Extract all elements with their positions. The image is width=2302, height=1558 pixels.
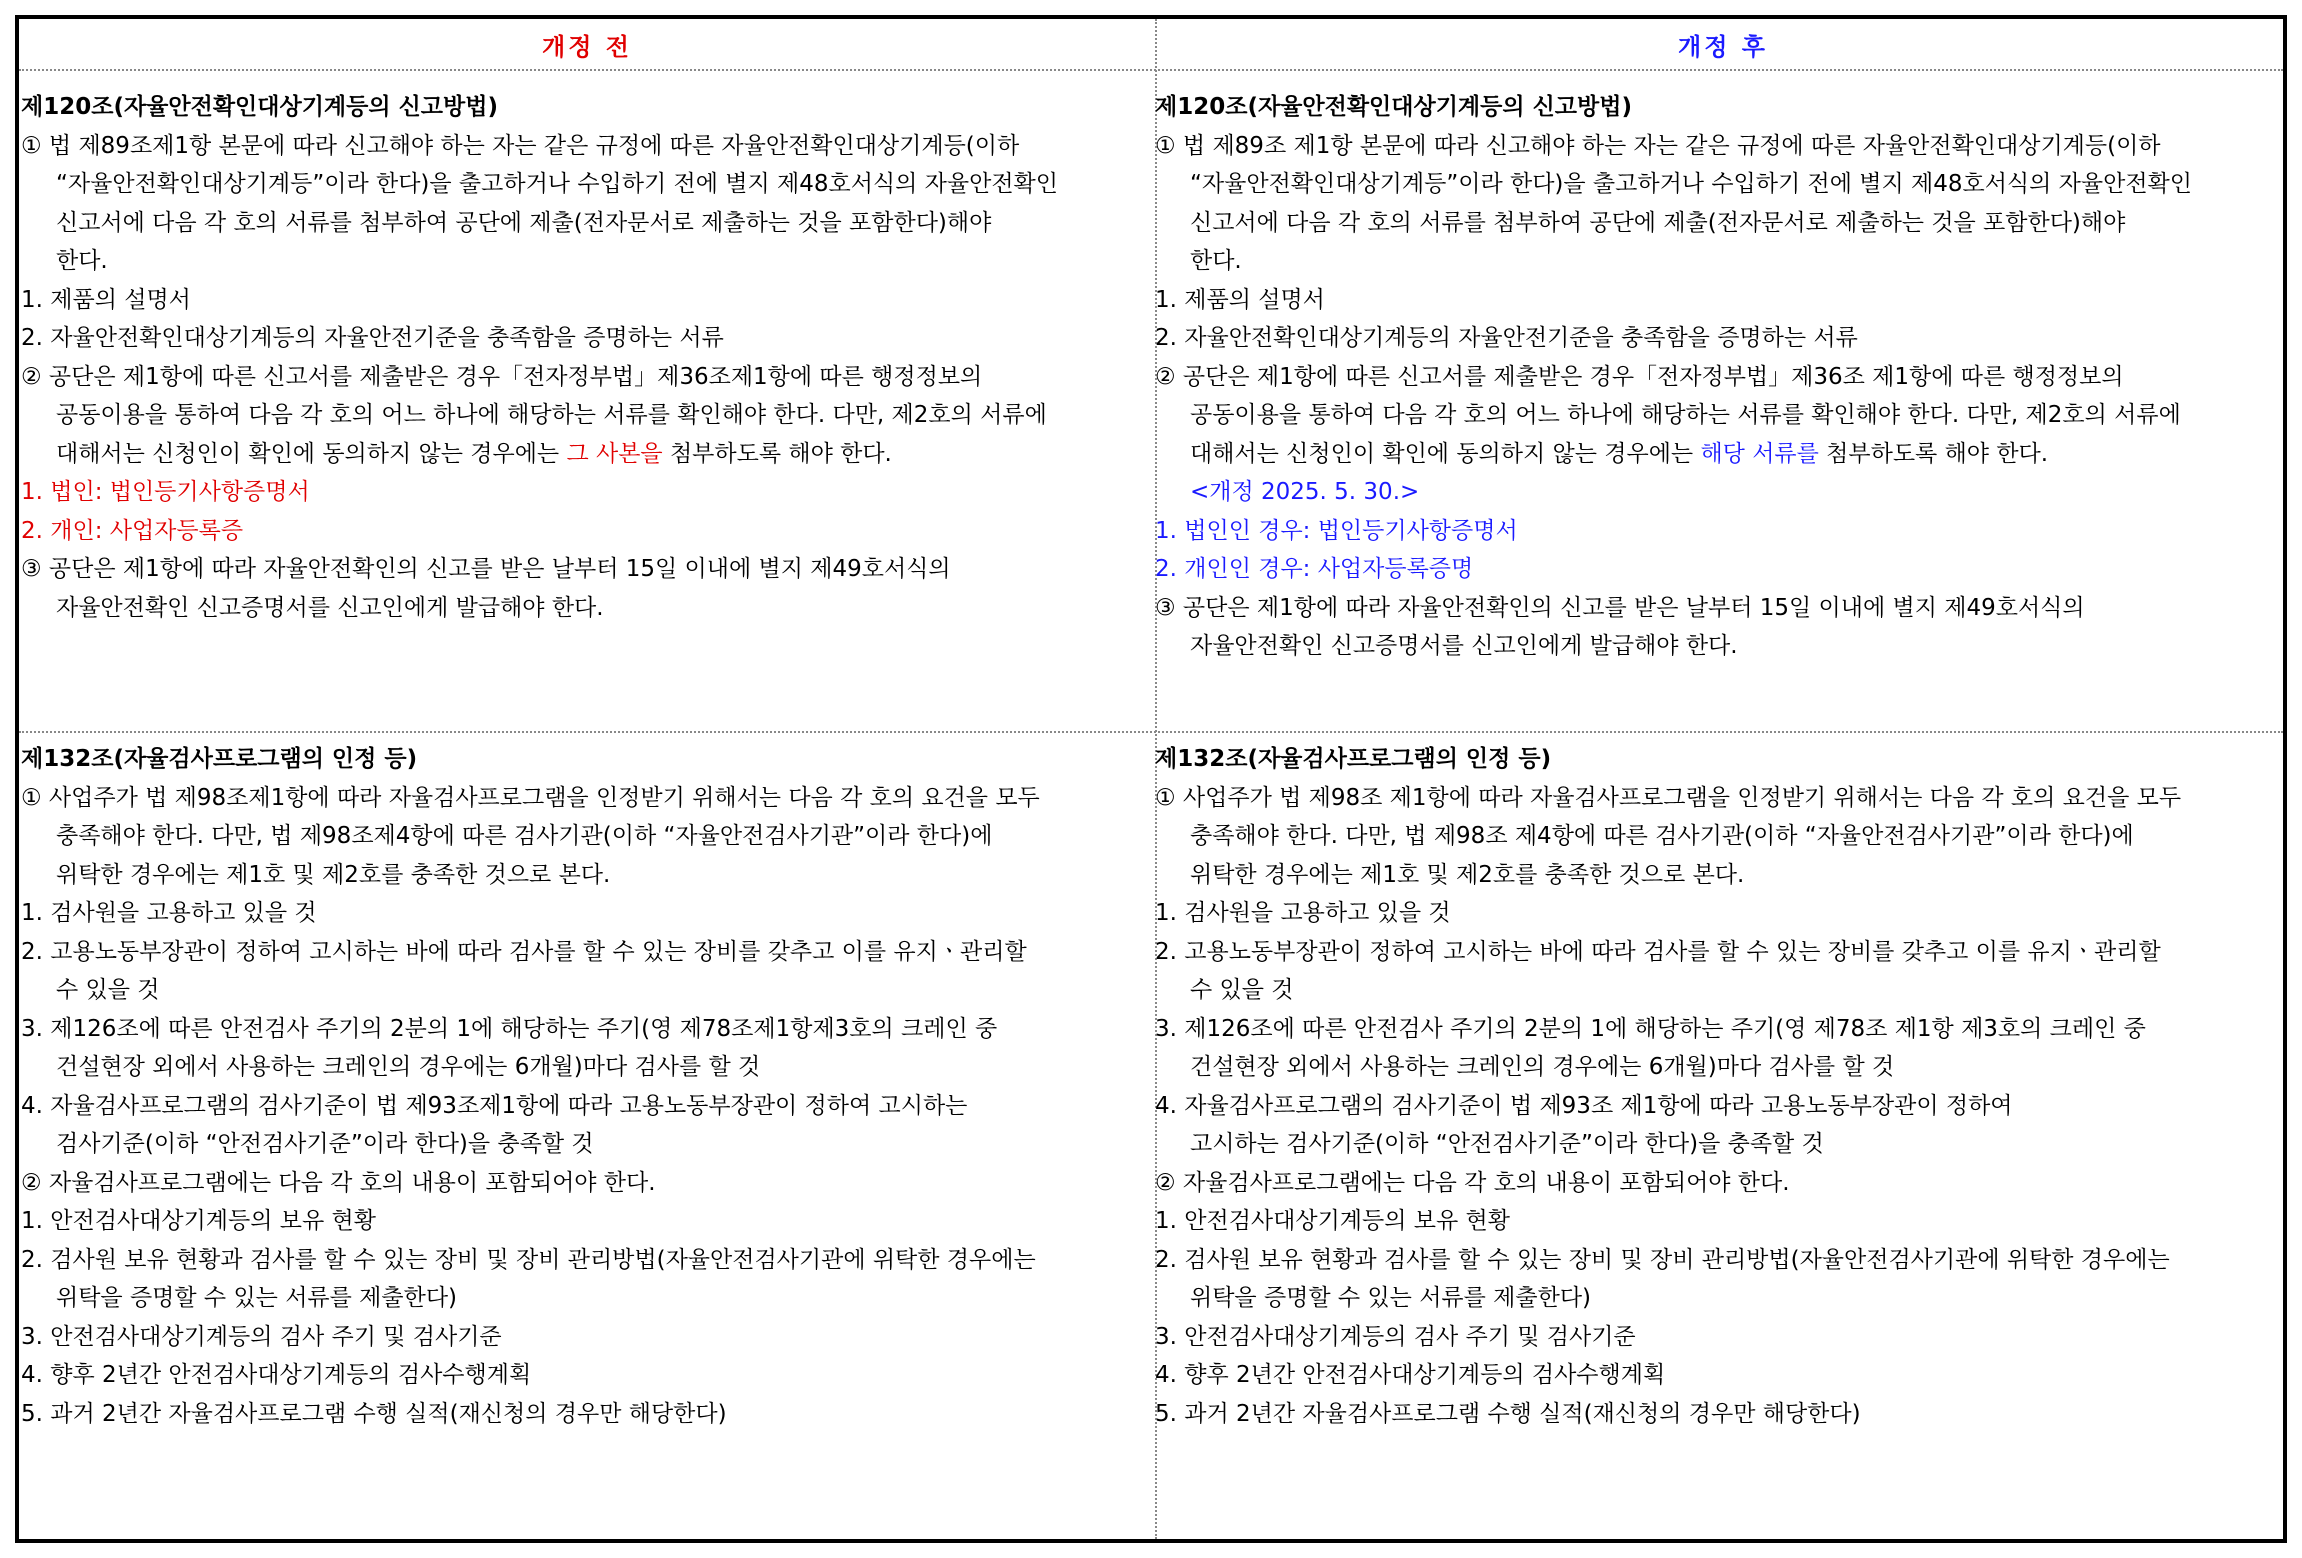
article-body <box>1155 127 2265 666</box>
text-line <box>1155 1048 2265 1087</box>
text-span: 첨부하도록 해야 한다. <box>1818 440 2049 467</box>
text-line <box>1155 319 2265 358</box>
text-line <box>1155 856 2265 895</box>
text-line <box>1155 127 2265 166</box>
text-line <box>1155 204 2265 243</box>
text-span: 2. 자율안전확인대상기계등의 자율안전기준을 충족함을 증명하는 서류 <box>1155 325 1858 351</box>
text-line <box>1155 1279 2265 1318</box>
text-span: 1. 검사원을 고용하고 있을 것 <box>21 900 317 926</box>
text-line <box>1155 1087 2265 1126</box>
text-line <box>1155 1164 2265 1203</box>
text-line <box>1155 933 2265 972</box>
text-span: 4. 자율검사프로그램의 검사기준이 법 제93조제1항에 따라 고용노동부장관이 정하여 고시하는 <box>21 1092 968 1119</box>
text-span: 1. 안전검사대상기계등의 보유 현황 <box>1155 1208 1510 1234</box>
text-span: 자율안전확인 신고증명서를 신고인에게 발급해야 한다. <box>56 594 604 621</box>
text-line <box>21 396 1131 435</box>
text-span: 자율안전확인 신고증명서를 신고인에게 발급해야 한다. <box>1190 633 1738 659</box>
text-span: 한다. <box>56 248 108 274</box>
text-span: 3. 제126조에 따른 안전검사 주기의 2분의 1에 해당하는 주기(영 제78조 제1항 제3호의 크레인 중 <box>1155 1015 2146 1042</box>
text-line <box>21 1087 1131 1126</box>
text-line <box>21 165 1131 204</box>
cell-article-120-before <box>21 88 1131 627</box>
text-span: 건설현장 외에서 사용하는 크레인의 경우에는 6개월)마다 검사를 할 것 <box>1190 1054 1895 1080</box>
text-line <box>1155 1356 2265 1395</box>
text-line <box>21 281 1131 320</box>
text-line <box>21 1125 1131 1164</box>
amended-text: 2. 개인인 경우: 사업자등록증명 <box>1155 556 1474 582</box>
row-divider <box>19 731 2283 733</box>
article-body <box>21 127 1131 628</box>
text-span: ① 사업주가 법 제98조제1항에 따라 자율검사프로그램을 인정받기 위해서는 다음 각 호의 요건을 모두 <box>21 784 1040 811</box>
text-span: ① 사업주가 법 제98조 제1항에 따라 자율검사프로그램을 인정받기 위해서는 다음 각 호의 요건을 모두 <box>1155 784 2182 811</box>
text-span: 3. 안전검사대상기계등의 검사 주기 및 검사기준 <box>1155 1323 1636 1350</box>
text-span: 4. 향후 2년간 안전검사대상기계등의 검사수행계획 <box>21 1362 532 1388</box>
text-line <box>1155 894 2265 933</box>
text-span: ① 법 제89조제1항 본문에 따라 신고해야 하는 자는 같은 규정에 따른 자율안전확인대상기계등(이하 <box>21 132 1020 159</box>
text-span: 위탁한 경우에는 제1호 및 제2호를 충족한 것으로 본다. <box>56 861 611 888</box>
text-line <box>21 550 1131 589</box>
text-line <box>21 319 1131 358</box>
text-line <box>21 1279 1131 1318</box>
article-title: 제132조(자율검사프로그램의 인정 등) <box>1155 746 1552 772</box>
article-body <box>21 779 1131 1434</box>
text-span: “자율안전확인대상기계등”이라 한다)을 출고하거나 수입하기 전에 별지 제48호서식의 자율안전확인 <box>1190 171 2192 197</box>
header-divider <box>19 69 2283 71</box>
article-title: 제132조(자율검사프로그램의 인정 등) <box>21 746 418 772</box>
text-span: 수 있을 것 <box>56 977 160 1003</box>
text-line <box>1155 1125 2265 1164</box>
text-line <box>1155 242 2265 281</box>
article-title: 제120조(자율안전확인대상기계등의 신고방법) <box>1155 94 1632 120</box>
text-line <box>1155 971 2265 1010</box>
text-line <box>21 1241 1131 1280</box>
text-line <box>1155 817 2265 856</box>
text-span: 신고서에 다음 각 호의 서류를 첨부하여 공단에 제출(전자문서로 제출하는 것을 포함한다)해야 <box>1190 209 2126 236</box>
text-line <box>21 779 1131 818</box>
text-span: 공동이용을 통하여 다음 각 호의 어느 하나에 해당하는 서류를 확인해야 한다. 다만, 제2호의 서류에 <box>1190 402 2181 428</box>
article-title: 제120조(자율안전확인대상기계등의 신고방법) <box>21 94 498 120</box>
text-line <box>1155 358 2265 397</box>
text-span: 2. 고용노동부장관이 정하여 고시하는 바에 따라 검사를 할 수 있는 장비를 갖추고 이를 유지ㆍ관리할 <box>21 938 1027 965</box>
text-line <box>21 1164 1131 1203</box>
text-span: 위탁을 증명할 수 있는 서류를 제출한다) <box>1190 1285 1592 1311</box>
amended-text: 2. 개인: 사업자등록증 <box>21 517 244 544</box>
text-span: 1. 안전검사대상기계등의 보유 현황 <box>21 1208 376 1234</box>
text-line <box>21 1318 1131 1357</box>
text-span: 고시하는 검사기준(이하 “안전검사기준”이라 한다)을 충족할 것 <box>1190 1131 1824 1157</box>
text-span: 4. 자율검사프로그램의 검사기준이 법 제93조 제1항에 따라 고용노동부장관이 정하여 <box>1155 1092 2013 1119</box>
text-line <box>21 127 1131 166</box>
text-span: 2. 검사원 보유 현황과 검사를 할 수 있는 장비 및 장비 관리방법(자율안전검사기관에 위탁한 경우에는 <box>1155 1246 2170 1273</box>
text-span: 5. 과거 2년간 자율검사프로그램 수행 실적(재신청의 경우만 해당한다) <box>21 1400 727 1427</box>
text-span: ② 공단은 제1항에 따른 신고서를 제출받은 경우「전자정부법」제36조제1항에 따른 행정정보의 <box>21 363 983 390</box>
text-span: 2. 자율안전확인대상기계등의 자율안전기준을 충족함을 증명하는 서류 <box>21 325 724 351</box>
text-span: ① 법 제89조 제1항 본문에 따라 신고해야 하는 자는 같은 규정에 따른 자율안전확인대상기계등(이하 <box>1155 132 2161 159</box>
text-line <box>1155 512 2265 551</box>
text-line <box>21 358 1131 397</box>
text-line <box>1155 1241 2265 1280</box>
text-span: 1. 검사원을 고용하고 있을 것 <box>1155 900 1451 926</box>
text-span: 1. 제품의 설명서 <box>21 286 191 313</box>
text-line <box>21 204 1131 243</box>
text-span: 공동이용을 통하여 다음 각 호의 어느 하나에 해당하는 서류를 확인해야 한다. 다만, 제2호의 서류에 <box>56 402 1047 428</box>
text-line <box>21 971 1131 1010</box>
text-line <box>1155 473 2265 512</box>
text-span: 건설현장 외에서 사용하는 크레인의 경우에는 6개월)마다 검사를 할 것 <box>56 1054 761 1080</box>
text-span: 충족해야 한다. 다만, 법 제98조제4항에 따른 검사기관(이하 “자율안전검사기관”이라 한다)에 <box>56 823 993 849</box>
text-line <box>21 589 1131 628</box>
text-span: 3. 안전검사대상기계등의 검사 주기 및 검사기준 <box>21 1323 502 1350</box>
text-span: “자율안전확인대상기계등”이라 한다)을 출고하거나 수입하기 전에 별지 제48호서식의 자율안전확인 <box>56 171 1058 197</box>
text-span: 2. 고용노동부장관이 정하여 고시하는 바에 따라 검사를 할 수 있는 장비를 갖추고 이를 유지ㆍ관리할 <box>1155 938 2161 965</box>
text-line <box>21 817 1131 856</box>
amended-text: <개정 2025. 5. 30.> <box>1190 479 1420 505</box>
amended-text: 해당 서류를 <box>1700 440 1819 467</box>
text-line <box>21 1395 1131 1434</box>
text-line <box>1155 435 2265 474</box>
text-span: 수 있을 것 <box>1190 977 1294 1003</box>
text-line <box>1155 550 2265 589</box>
text-line <box>1155 281 2265 320</box>
text-line <box>21 1048 1131 1087</box>
text-span: 2. 검사원 보유 현황과 검사를 할 수 있는 장비 및 장비 관리방법(자율안전검사기관에 위탁한 경우에는 <box>21 1246 1036 1273</box>
text-line <box>1155 779 2265 818</box>
text-line <box>21 1010 1131 1049</box>
amended-text: 그 사본을 <box>566 440 663 467</box>
text-line <box>21 1202 1131 1241</box>
text-span: ③ 공단은 제1항에 따라 자율안전확인의 신고를 받은 날부터 15일 이내에 별지 제49호서식의 <box>21 556 951 582</box>
text-span: 4. 향후 2년간 안전검사대상기계등의 검사수행계획 <box>1155 1362 1666 1388</box>
text-line <box>1155 589 2265 628</box>
text-span: 신고서에 다음 각 호의 서류를 첨부하여 공단에 제출(전자문서로 제출하는 것을 포함한다)해야 <box>56 209 992 236</box>
text-span: 한다. <box>1190 248 1242 274</box>
text-span: 위탁한 경우에는 제1호 및 제2호를 충족한 것으로 본다. <box>1190 861 1745 888</box>
text-span: ③ 공단은 제1항에 따라 자율안전확인의 신고를 받은 날부터 15일 이내에 별지 제49호서식의 <box>1155 594 2085 621</box>
article-body <box>1155 779 2265 1434</box>
text-span: 5. 과거 2년간 자율검사프로그램 수행 실적(재신청의 경우만 해당한다) <box>1155 1400 1861 1427</box>
text-span: 1. 제품의 설명서 <box>1155 286 1325 313</box>
header-after: 개정 후 <box>1678 32 1768 61</box>
text-span: 3. 제126조에 따른 안전검사 주기의 2분의 1에 해당하는 주기(영 제78조제1항제3호의 크레인 중 <box>21 1015 998 1042</box>
text-span: 대해서는 신청인이 확인에 동의하지 않는 경우에는 <box>56 440 567 467</box>
header-before: 개정 전 <box>542 32 632 61</box>
text-span: ② 자율검사프로그램에는 다음 각 호의 내용이 포함되어야 한다. <box>21 1169 656 1196</box>
text-line <box>21 856 1131 895</box>
text-span: 대해서는 신청인이 확인에 동의하지 않는 경우에는 <box>1190 440 1701 467</box>
text-line <box>1155 1395 2265 1434</box>
text-line <box>1155 1318 2265 1357</box>
text-line <box>21 242 1131 281</box>
cell-article-132-before <box>21 740 1131 1433</box>
text-span: 검사기준(이하 “안전검사기준”이라 한다)을 충족할 것 <box>56 1131 594 1157</box>
text-line <box>1155 165 2265 204</box>
text-line <box>1155 1202 2265 1241</box>
text-span: 첨부하도록 해야 한다. <box>662 440 892 467</box>
text-line <box>1155 396 2265 435</box>
cell-article-132-after <box>1155 740 2265 1433</box>
text-span: ② 공단은 제1항에 따른 신고서를 제출받은 경우「전자정부법」제36조 제1항에 따른 행정정보의 <box>1155 363 2124 390</box>
amended-text: 1. 법인: 법인등기사항증명서 <box>21 479 310 505</box>
text-line <box>21 473 1131 512</box>
text-line <box>21 435 1131 474</box>
text-span: 충족해야 한다. 다만, 법 제98조 제4항에 따른 검사기관(이하 “자율안전검사기관”이라 한다)에 <box>1190 823 2134 849</box>
text-line <box>21 933 1131 972</box>
text-line <box>21 1356 1131 1395</box>
text-span: 위탁을 증명할 수 있는 서류를 제출한다) <box>56 1285 458 1311</box>
text-line <box>1155 627 2265 666</box>
amended-text: 1. 법인인 경우: 법인등기사항증명서 <box>1155 517 1518 544</box>
text-line <box>21 512 1131 551</box>
cell-article-120-after <box>1155 88 2265 666</box>
text-span: ② 자율검사프로그램에는 다음 각 호의 내용이 포함되어야 한다. <box>1155 1169 1790 1196</box>
text-line <box>21 894 1131 933</box>
text-line <box>1155 1010 2265 1049</box>
